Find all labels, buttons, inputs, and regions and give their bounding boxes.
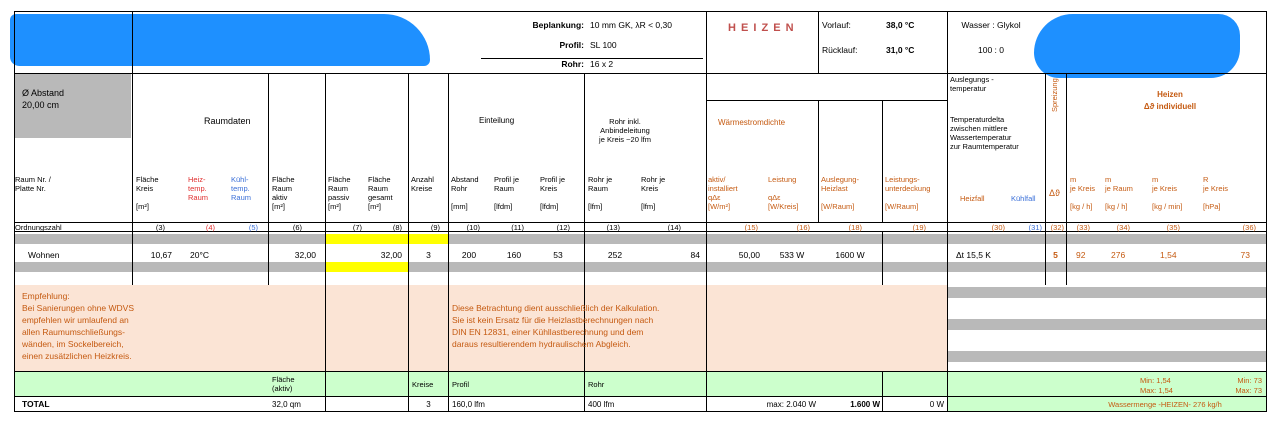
line [947,11,948,412]
col-flaeche-passiv: Fläche Raum passiv [m²] [328,175,351,211]
vorlauf-label: Vorlauf: [822,20,851,30]
ordnung-num: (3) [155,223,165,232]
row-m-kreis-min: 1,54 [1160,250,1177,260]
col-m-kreis-h: m je Kreis [kg / h] [1070,175,1096,211]
col-heiztemp: Heiz- temp. Raum [188,175,209,202]
temperaturdelta-group: Temperaturdelta zwischen mittlere Wassertemperatur zur Raumtemperatur [950,115,1019,151]
row-raum[interactable]: Wohnen [28,250,60,260]
row-flaeche-aktiv[interactable]: 32,00 [294,250,316,260]
ordnung-num: (13) [606,223,620,232]
ordnung-num: (15) [744,223,758,232]
line [14,371,1266,372]
hinweis-text: Diese Betrachtung dient ausschließlich der Kalkulation. Sie ist kein Ersatz für die Heizlastberechnungen nach DIN EN 12831, einer Kühllastberechnung und dem daraus resultierendem hydraulischem Abgleich. [452,303,660,349]
ordnung-num: (36) [1242,223,1256,232]
ruecklauf-value: 31,0 °C [886,45,915,55]
ordnung-num: (8) [392,223,402,232]
row-leistung[interactable]: 533 W [779,250,805,260]
raumdaten-group: Raumdaten [204,116,251,126]
line [14,411,1266,412]
yellow-cell-2 [326,262,408,272]
row-heizlast[interactable]: 1600 W [835,250,865,260]
line [706,11,707,412]
col-raum: Raum Nr. / Platte Nr. [15,175,51,193]
total-max: max: 2.040 W [766,400,816,409]
summary-bg [14,372,1266,396]
row-delta[interactable]: 5 [1053,250,1058,260]
line [325,74,326,412]
yellow-cell-1 [326,234,408,244]
yellow-cell-3 [409,234,449,244]
line [818,11,819,73]
medium-ratio: 100 : 0 [978,45,1004,55]
summary-min-r: Min: 73 [1237,376,1262,385]
ordnung-num: (4) [205,223,215,232]
ordnung-num: (32) [1050,223,1064,232]
line [882,100,883,223]
ordnung-num: (18) [848,223,862,232]
col-heizfall: Heizfall [960,194,985,203]
total-kreise: 3 [426,400,431,409]
line [14,73,1266,74]
total-flaeche: 32,0 qm [272,400,301,409]
beplankung-label: Beplankung: [532,20,584,30]
gray-band-4 [948,319,1266,330]
profil-value: SL 100 [590,40,617,50]
summary-flaeche-label: Fläche (aktiv) [272,375,295,393]
col-anzahl-kreise: Anzahl Kreise [411,175,434,193]
ordnung-num: (16) [796,223,810,232]
waermestromdichte-group: Wärmestromdichte [718,118,786,127]
col-flaeche-kreis: Fläche Kreis [m²] [136,175,159,211]
ordnung-label: Ordnungszahl [15,223,62,232]
row-abstand[interactable]: 200 [461,250,477,260]
row-rohr-raum[interactable]: 252 [607,250,623,260]
redacted-logo [1034,14,1240,78]
col-profil-raum: Profil je Raum [lfdm] [494,175,520,211]
ordnung-num: (34) [1116,223,1130,232]
summary-max-r: Max: 73 [1235,386,1262,395]
ordnung-num: (5) [248,223,258,232]
rohr-value: 16 x 2 [590,59,614,69]
line [882,232,883,285]
col-auslegung: Auslegung- Heizlast [W/Raum] [821,175,859,211]
abstand-value: 20,00 cm [22,100,60,110]
delta-individuell-group: Δϑ individuell [1143,102,1197,111]
row-profil-kreis[interactable]: 53 [553,250,563,260]
col-m-raum-h: m je Raum [kg / h] [1105,175,1133,211]
line [448,74,449,412]
col-kuehltemp: Kühl- temp. Raum [231,175,252,202]
summary-kreise-label: Kreise [412,380,434,389]
einteilung-group: Einteilung [479,116,515,125]
ordnung-num: (10) [466,223,480,232]
col-rohr-kreis: Rohr je Kreis [lfm] [641,175,666,211]
gray-band-3 [948,287,1266,298]
row-heiztemp[interactable]: 20°C [190,250,209,260]
line [132,11,133,285]
mode-label: H E I Z E N [728,22,795,34]
medium-label: Wasser : Glykol [961,20,1021,30]
redacted-title [10,14,430,66]
profil-label: Profil: [559,40,584,50]
col-profil-kreis: Profil je Kreis [lfdm] [540,175,566,211]
gray-band-5 [948,351,1266,362]
col-m-kreis-min: m je Kreis [kg / min] [1152,175,1183,211]
col-aktiv: aktiv/ installiert qΔε [W/m²] [708,175,738,211]
ordnung-num: (7) [352,223,362,232]
total-heizlast: 1.600 W [850,400,880,409]
row-r-kreis: 73 [1240,250,1250,260]
line [1266,11,1267,412]
total-profil: 160,0 lfm [452,400,485,409]
spreizung-label: Spreizung [1050,78,1059,112]
col-delta: Δϑ [1049,188,1060,198]
empfehlung-text: Empfehlung: Bei Sanierungen ohne WDVS empfehlen wir umlaufend an allen Raumumschließungs- wänden, im Sockelbereich, einen zusätzlichen Heizkreis. [22,291,134,361]
col-abstand-rohr: Abstand Rohr [mm] [451,175,479,211]
summary-rohr-label: Rohr [588,380,605,389]
row-m-raum-h: 276 [1111,250,1126,260]
col-r-kreis: R je Kreis [hPa] [1203,175,1229,211]
row-m-kreis-h: 92 [1076,250,1086,260]
gray-band-1 [14,234,1266,244]
heizen-group: Heizen [1157,90,1183,99]
line [14,11,1266,12]
ordnung-num: (30) [991,223,1005,232]
rohr-inkl-group: Rohr inkl. Anbindeleitung je Kreis ~20 lfm [599,117,651,144]
col-rohr-raum: Rohr je Raum [lfm] [588,175,613,211]
line [818,100,819,223]
row-aktiv[interactable]: 50,00 [738,250,760,260]
total-rohr: 400 lfm [588,400,615,409]
line [408,74,409,412]
total-unterdeckung: 0 W [929,400,944,409]
auslegungstemp-group: Auslegungs - temperatur [950,75,994,93]
ordnung-num: (31) [1028,223,1042,232]
line [707,100,947,101]
line [14,396,1266,397]
summary-max-m: Max: 1,54 [1140,386,1173,395]
summary-profil-label: Profil [452,380,470,389]
col-flaeche-gesamt: Fläche Raum gesamt [m²] [368,175,393,211]
col-flaeche-aktiv: Fläche Raum aktiv [m²] [272,175,295,211]
line [882,372,883,412]
col-unterdeckung: Leistungs- unterdeckung [W/Raum] [885,175,931,211]
line [268,74,269,285]
line [14,11,15,412]
col-kuehlfall: Kühlfall [1011,194,1036,203]
ruecklauf-label: Rücklauf: [822,45,858,55]
summary-min-m: Min: 1,54 [1140,376,1171,385]
ordnung-num: (6) [292,223,302,232]
ordnung-num: (12) [556,223,570,232]
rohr-label: Rohr: [561,59,584,69]
row-profil-raum[interactable]: 160 [506,250,522,260]
ordnung-num: (9) [430,223,440,232]
line [1066,74,1067,285]
ordnung-num: (11) [511,223,524,232]
total-wassermenge: Wassermenge -HEIZEN- 276 kg/h [1108,400,1222,409]
row-kreise[interactable]: 3 [426,250,431,260]
ordnung-num: (14) [667,223,681,232]
abstand-label: Ø Abstand [22,88,65,98]
vorlauf-value: 38,0 °C [886,20,915,30]
total-label: TOTAL [22,399,50,409]
gray-band-2 [14,262,1266,272]
row-rohr-kreis[interactable]: 84 [690,250,700,260]
beplankung-value: 10 mm GK, λR < 0,30 [590,20,672,30]
ordnung-num: (19) [912,223,926,232]
row-heizfall[interactable]: Δt 15,5 K [956,250,991,260]
col-leistung: Leistung qΔε [W/Kreis] [768,175,799,211]
ordnung-num: (33) [1076,223,1090,232]
ordnung-num: (35) [1166,223,1180,232]
row-flaeche-kreis[interactable]: 10,67 [150,250,172,260]
row-flaeche-gesamt[interactable]: 32,00 [380,250,402,260]
